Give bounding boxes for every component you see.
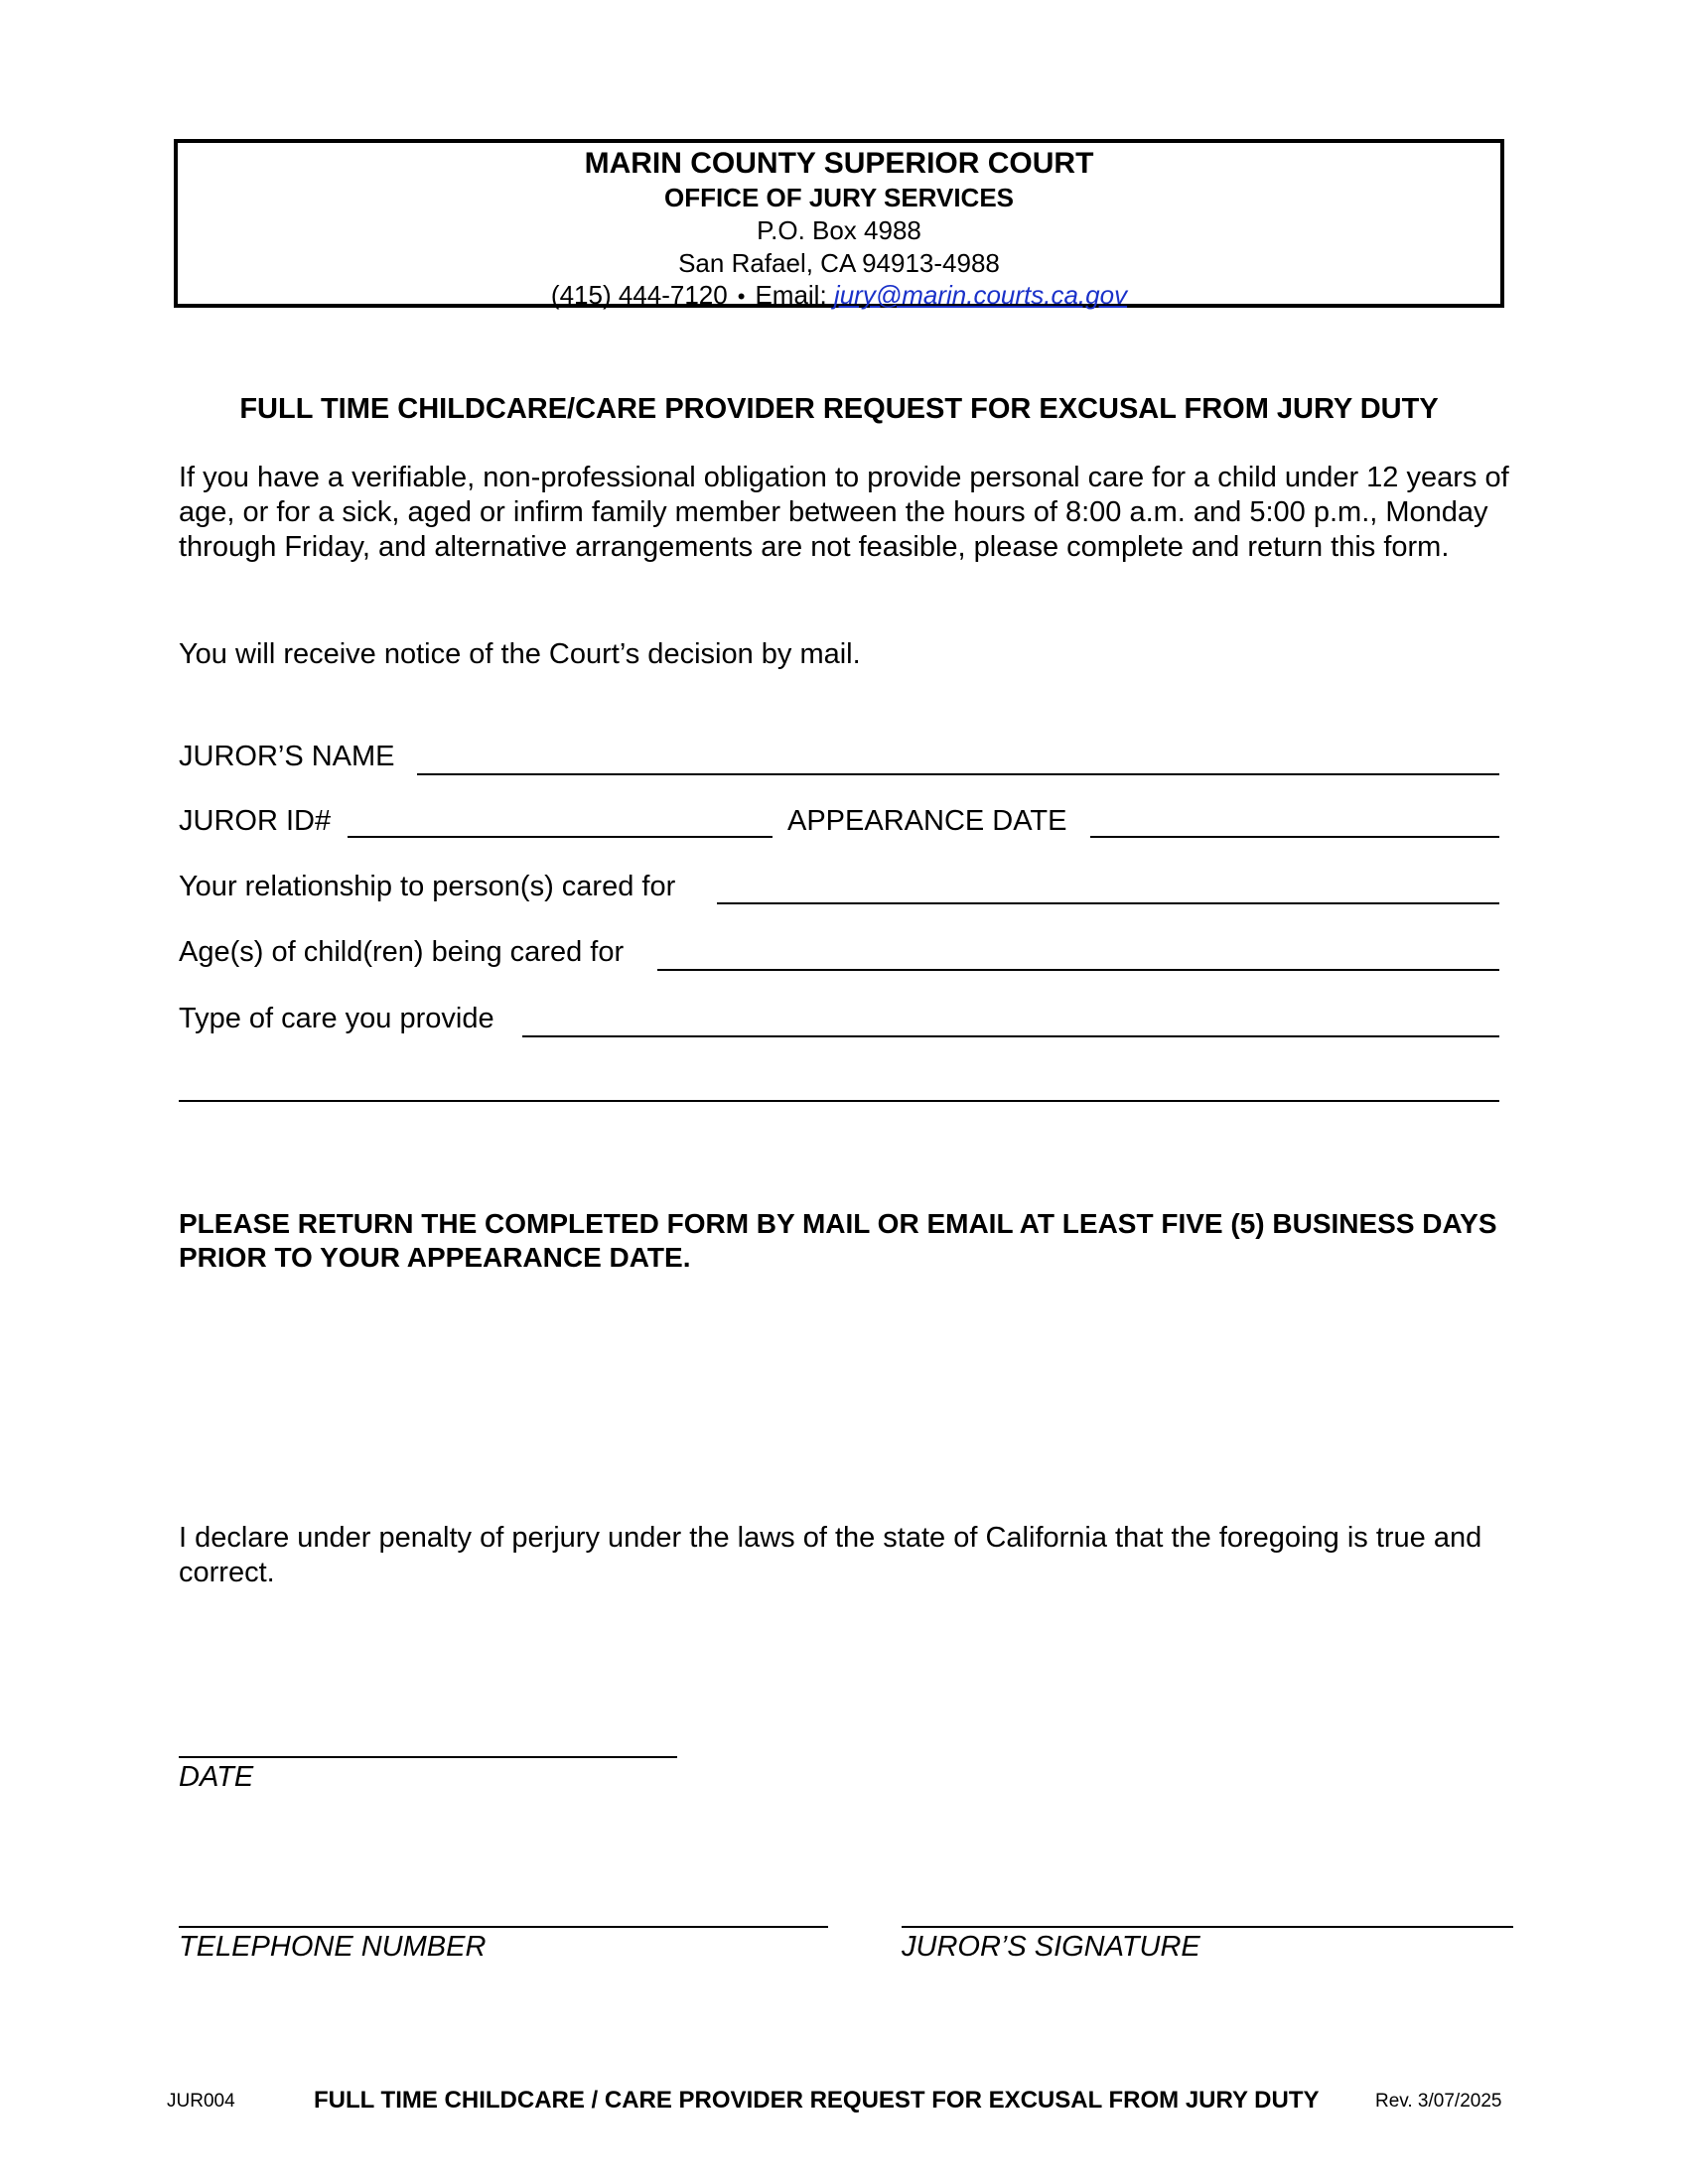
child-ages-label: Age(s) of child(ren) being cared for	[179, 936, 625, 968]
court-name: MARIN COUNTY SUPERIOR COURT	[584, 147, 1094, 180]
juror-name-line[interactable]	[417, 773, 1499, 775]
phone-number: (415) 444-7120	[550, 280, 728, 310]
signature-line[interactable]	[902, 1926, 1513, 1928]
relationship-line[interactable]	[717, 902, 1499, 904]
relationship-label: Your relationship to person(s) cared for	[179, 871, 676, 902]
return-instructions: PLEASE RETURN THE COMPLETED FORM BY MAIL OR EMAIL AT LEAST FIVE (5) BUSINESS DAYS PRIOR TO YOUR APPEARANCE DATE.	[179, 1208, 1497, 1273]
contact-line	[178, 280, 1500, 311]
care-type-line-continued[interactable]	[179, 1100, 1499, 1102]
notice-paragraph: You will receive notice of the Court’s decision by mail.	[179, 638, 861, 670]
office-name: OFFICE OF JURY SERVICES	[663, 183, 1015, 212]
telephone-label: TELEPHONE NUMBER	[179, 1931, 487, 1963]
care-type-line[interactable]	[522, 1035, 1499, 1037]
po-box: P.O. Box 4988	[757, 215, 921, 245]
form-code: JUR004	[167, 2091, 235, 2112]
appearance-date-line[interactable]	[1090, 836, 1499, 838]
date-line[interactable]	[179, 1756, 677, 1758]
juror-name-label: JUROR’S NAME	[179, 741, 395, 772]
bullet-separator: •	[737, 284, 746, 309]
city-state-zip: San Rafael, CA 94913-4988	[678, 248, 1000, 278]
telephone-line[interactable]	[179, 1926, 828, 1928]
form-title: FULL TIME CHILDCARE/CARE PROVIDER REQUEST FOR EXCUSAL FROM JURY DUTY	[239, 393, 1439, 425]
court-header-box	[174, 139, 1504, 308]
date-label: DATE	[179, 1761, 254, 1793]
revision-date: Rev. 3/07/2025	[1375, 2091, 1502, 2112]
signature-label: JUROR’S SIGNATURE	[902, 1931, 1200, 1963]
email-label: Email:	[755, 280, 827, 310]
email-link[interactable]: jury@marin.courts.ca.gov	[833, 280, 1128, 310]
care-type-label: Type of care you provide	[179, 1003, 494, 1034]
juror-id-line[interactable]	[348, 836, 773, 838]
perjury-declaration: I declare under penalty of perjury under the laws of the state of California that the foregoing is true and correct.	[179, 1522, 1482, 1588]
intro-paragraph: If you have a verifiable, non-professional obligation to provide personal care for a child under 12 years of age, or for a sick, aged or infirm family member between the hours of 8:00 a.m. and 5:00 p.m., Monday through Friday, and alternative arrangements are not feasible, please complete and return this form.	[179, 462, 1509, 563]
juror-id-label: JUROR ID#	[179, 805, 332, 837]
child-ages-line[interactable]	[657, 969, 1499, 971]
appearance-date-label: APPEARANCE DATE	[787, 805, 1067, 837]
footer-title: FULL TIME CHILDCARE / CARE PROVIDER REQUEST FOR EXCUSAL FROM JURY DUTY	[314, 2087, 1320, 2114]
